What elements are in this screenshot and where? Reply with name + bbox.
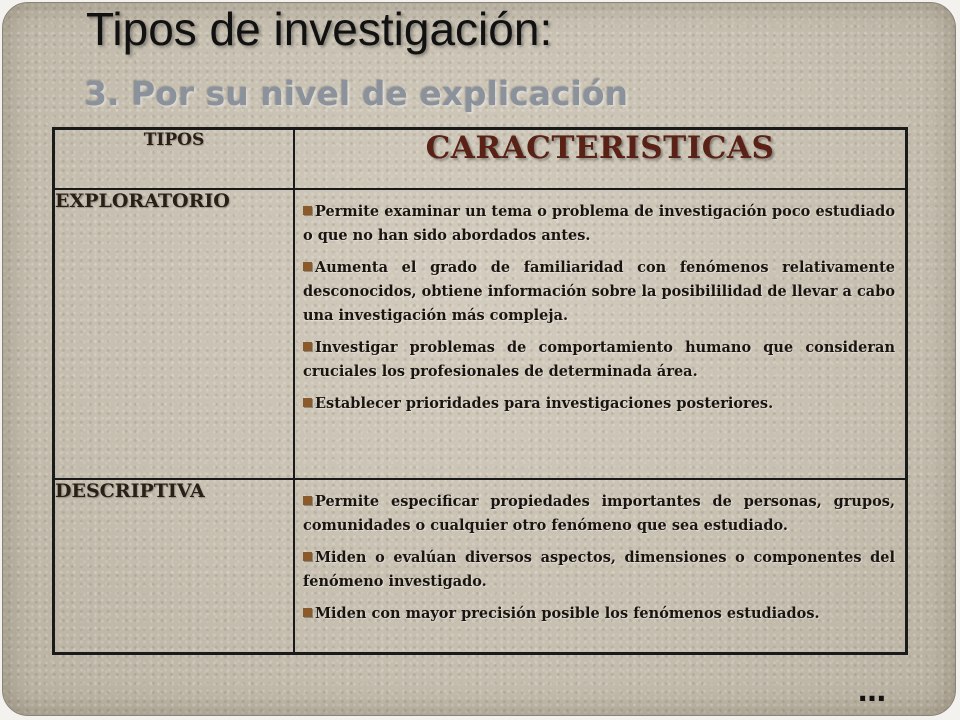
type-descriptiva: DESCRIPTIVA: [54, 479, 295, 654]
square-bullet-icon: [303, 398, 312, 407]
characteristics-list: [295, 190, 905, 416]
list-item-text: Establecer prioridades para investigaciones posteriores.: [315, 394, 774, 412]
square-bullet-icon: [303, 206, 312, 215]
square-bullet-icon: [303, 262, 312, 271]
list-item-text: Miden o evalúan diversos aspectos, dimensiones o componentes del fenómeno investigado.: [303, 548, 895, 590]
type-exploratorio: EXPLORATORIO: [54, 189, 295, 479]
characteristics-cell: [294, 189, 907, 479]
list-item: [303, 336, 895, 384]
slide-title: Tipos de investigación:: [86, 3, 553, 55]
header-caracteristicas: CARACTERISTICAS: [294, 129, 907, 189]
table-header-row: [54, 129, 907, 189]
characteristics-list: [295, 480, 905, 626]
list-item-text: Investigar problemas de comportamiento humano que consideran cruciales los profesionales de determinada área.: [303, 338, 895, 380]
list-item-text: Permite especificar propiedades importantes de personas, grupos, comunidades o cualquier otro fenómeno que sea estudiado.: [303, 492, 895, 534]
list-item: [303, 490, 895, 538]
square-bullet-icon: [303, 608, 312, 617]
list-item: [303, 392, 895, 416]
list-item-text: Miden con mayor precisión posible los fenómenos estudiados.: [315, 604, 820, 622]
characteristics-cell: [294, 479, 907, 654]
list-item-text: Aumenta el grado de familiaridad con fenómenos relativamente desconocidos, obtiene información sobre la posibililidad de llevar a cabo una investigación más compleja.: [303, 258, 896, 324]
header-tipos: TIPOS: [54, 129, 295, 189]
table-row: [54, 189, 907, 479]
square-bullet-icon: [303, 496, 312, 505]
types-table: [52, 127, 908, 655]
list-item: [303, 602, 895, 626]
list-item: [303, 256, 895, 328]
list-item: [303, 200, 895, 248]
slide-subtitle: 3. Por su nivel de explicación: [84, 74, 629, 113]
list-item-text: Permite examinar un tema o problema de investigación poco estudiado o que no han sido abordados antes.: [303, 202, 895, 244]
square-bullet-icon: [303, 552, 312, 561]
list-item: [303, 546, 895, 594]
square-bullet-icon: [303, 342, 312, 351]
table-row: [54, 479, 907, 654]
continuation-ellipsis: …: [858, 675, 887, 708]
